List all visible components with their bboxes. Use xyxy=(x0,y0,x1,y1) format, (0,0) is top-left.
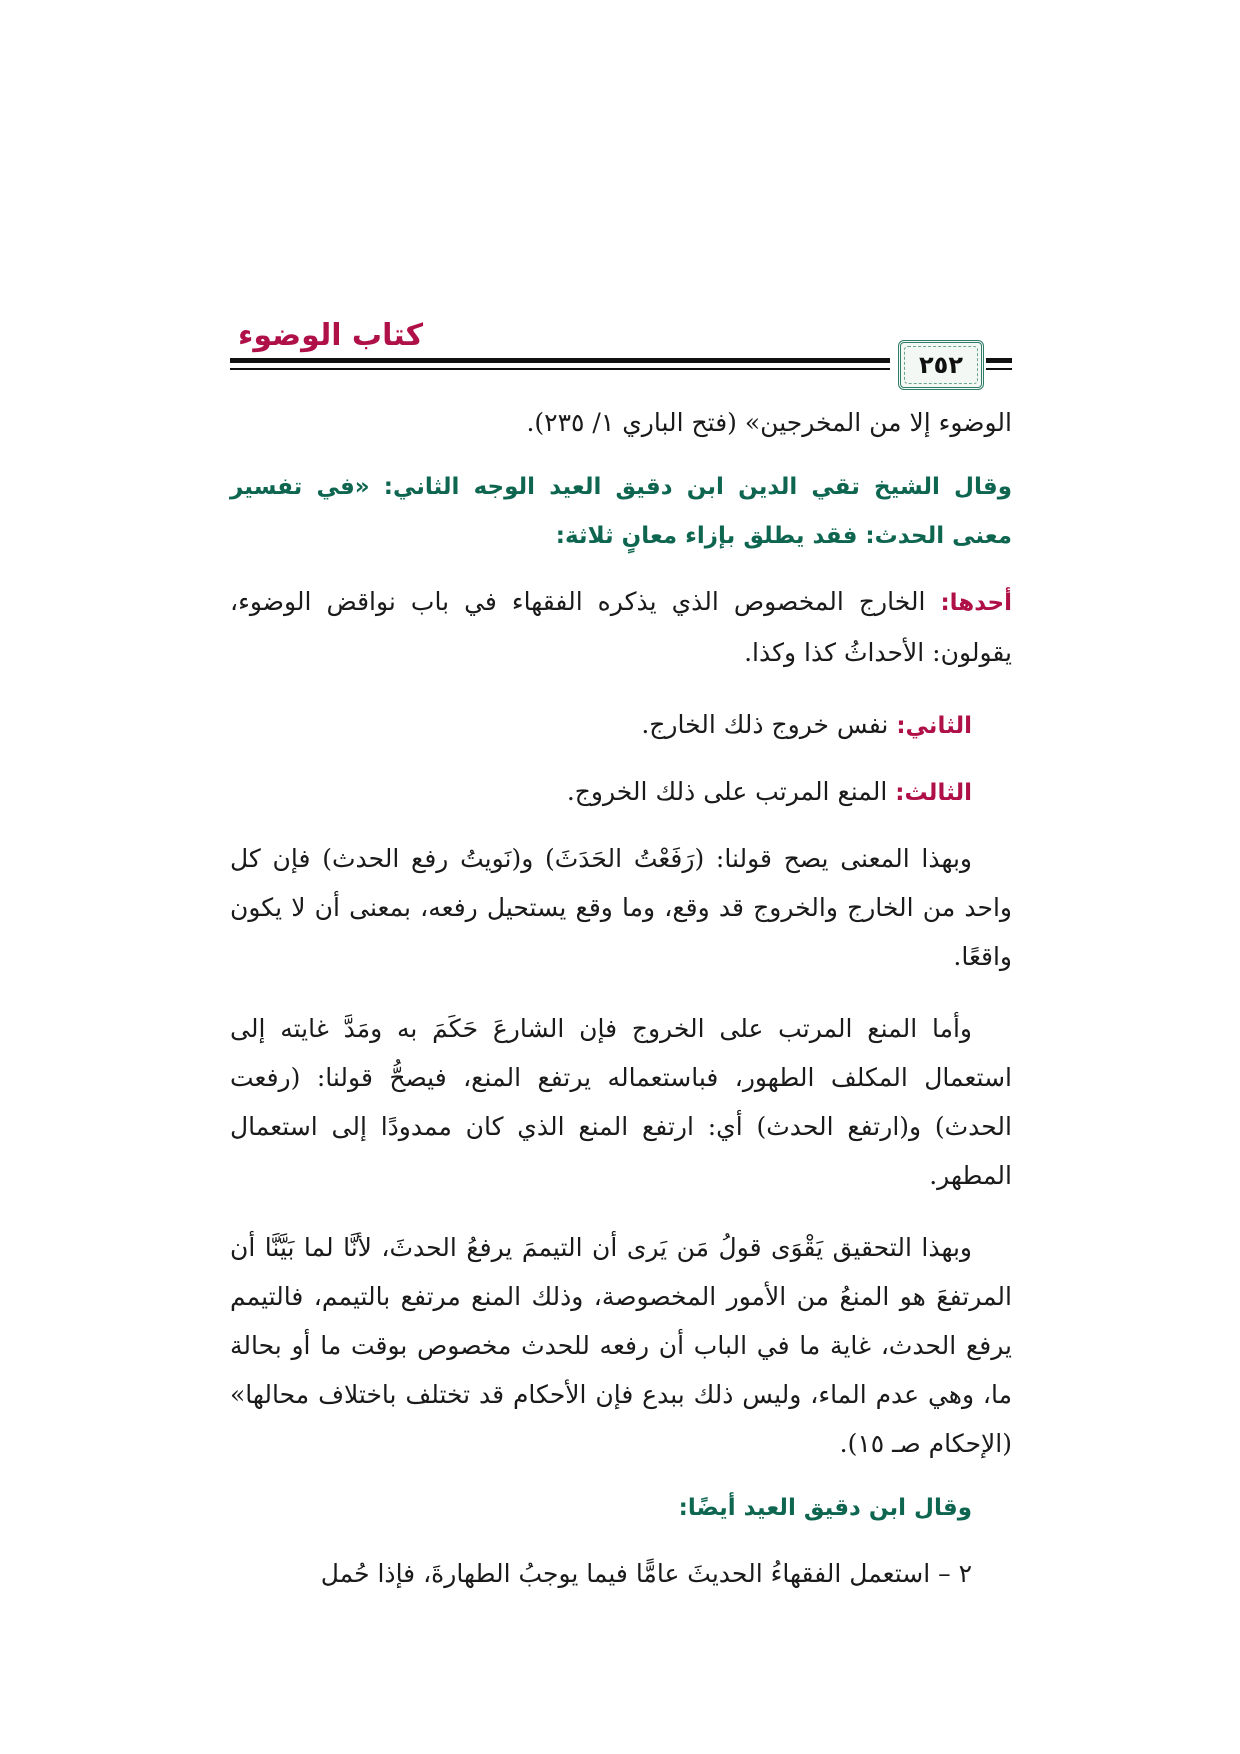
page-number: ٢٥٢ xyxy=(919,351,963,379)
page-body xyxy=(230,398,1012,1621)
paragraph xyxy=(230,577,1012,677)
quote-heading: وقال الشيخ تقي الدين ابن دقيق العيد الوجه الثاني: «في تفسير معنى الحدث: فقد يطلق بإزاء معانٍ ثلاثة: xyxy=(230,474,1012,549)
paragraph xyxy=(230,767,1012,818)
paragraph: ٢ – استعمل الفقهاءُ الحديثَ عامًّا فيما يوجبُ الطهارةَ، فإذا حُمل xyxy=(320,1559,972,1588)
paragraph xyxy=(230,700,1012,751)
header-rule xyxy=(230,368,890,370)
item-label: أحدها: xyxy=(940,590,1012,616)
section-heading: وقال ابن دقيق العيد أيضًا: xyxy=(678,1495,972,1521)
item-text: الخارج المخصوص الذي يذكره الفقهاء في باب نواقض الوضوء، يقولون: الأحداثُ كذا وكذا. xyxy=(230,587,1012,667)
paragraph: وبهذا المعنى يصح قولنا: (رَفَعْتُ الحَدَثَ) و(نَويتُ رفع الحدث) فإن كل واحد من الخارج والخروج قد وقع، وما وقع يستحيل رفعه، بمعنى أن لا يكون واقعًا. xyxy=(230,844,1012,971)
page-number-badge xyxy=(898,340,984,390)
header-rule xyxy=(986,368,1012,370)
paragraph: الوضوء إلا من المخرجين» (فتح الباري ١/ ٢٣٥). xyxy=(526,408,1012,437)
header-rule xyxy=(986,358,1012,363)
book-title: كتاب الوضوء xyxy=(238,318,424,353)
paragraph: وأما المنع المرتب على الخروج فإن الشارعَ حَكَمَ به ومَدَّ غايته إلى استعمال المكلف الطهور، فباستعماله يرتفع المنع، فيصحُّ قولنا: (رفعت الحدث) و(ارتفع الحدث) أي: ارتفع المنع الذي كان ممدودًا إلى استعمال المطهر. xyxy=(230,1014,1012,1190)
item-label: الثالث: xyxy=(895,780,972,806)
paragraph: وبهذا التحقيق يَقْوَى قولُ مَن يَرى أن التيممَ يرفعُ الحدثَ، لأنَّا لما بَيَّنَّا أن المرتفعَ هو المنعُ من الأمور المخصوصة، وذلك المنع مرتفع بالتيمم، فالتيمم يرفع الحدث، غاية ما في الباب أن رفعه للحدث مخصوص بوقت ما أو بحالة ما، وهي عدم الماء، وليس ذلك ببدع فإن الأحكام قد تختلف باختلاف محالها» (الإحكام صـ ١٥). xyxy=(230,1233,1012,1458)
page-header xyxy=(230,318,1012,388)
item-text: نفس خروج ذلك الخارج. xyxy=(641,710,897,739)
item-label: الثاني: xyxy=(896,713,972,739)
item-text: المنع المرتب على ذلك الخروج. xyxy=(566,777,896,806)
header-rule xyxy=(230,358,890,363)
